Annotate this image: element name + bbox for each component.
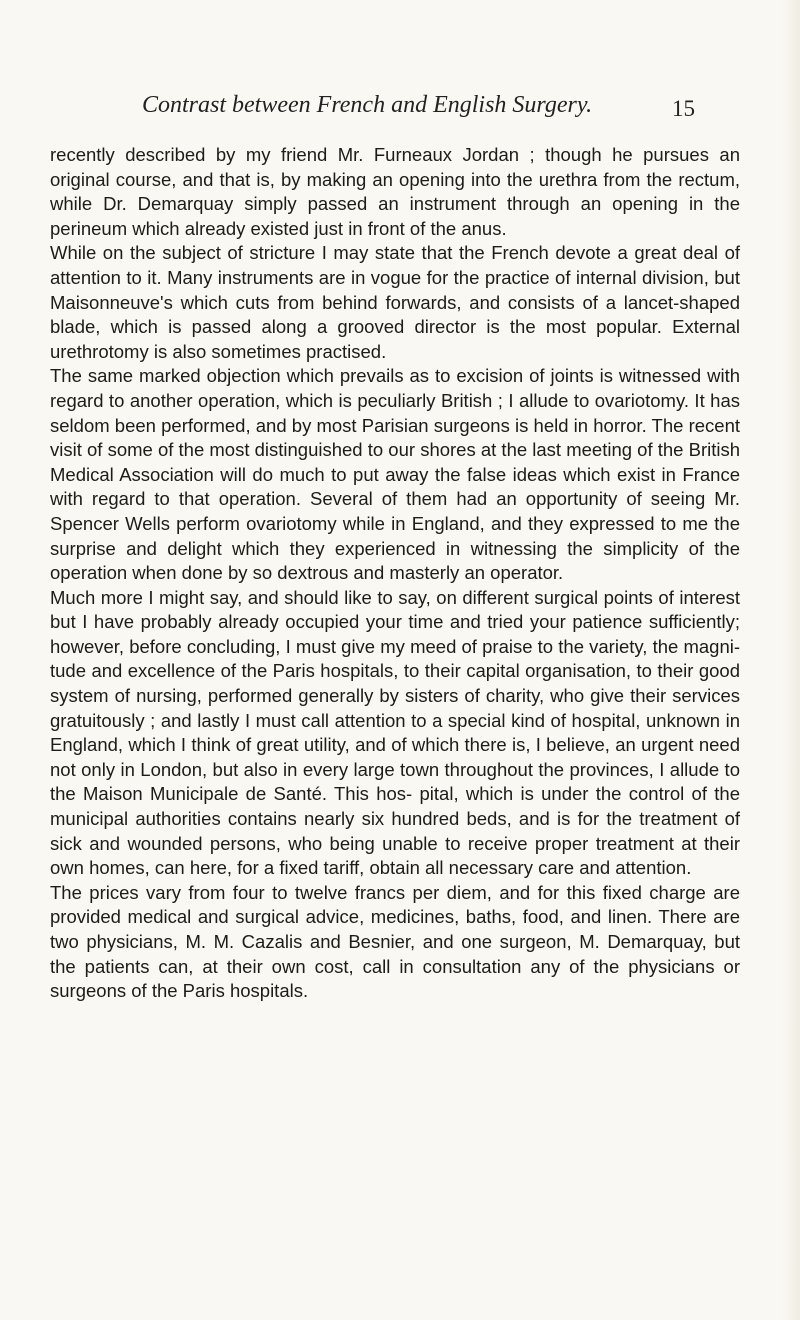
paragraph: recently described by my friend Mr. Furneaux Jordan ; though he pursues an original course, and that is, by making an opening into the urethra from the rectum, while Dr. Demarquay simply passed an instrument through an opening in the perineum which already existed just in front of the anus. bbox=[50, 144, 740, 239]
page-number: 15 bbox=[672, 96, 695, 121]
page-edge-shadow bbox=[782, 0, 800, 1320]
paragraph: Much more I might say, and should like to say, on different surgical points of interest but I have probably already occupied your time and tried your patience sufficiently; however, before concluding, I must give my meed of praise to the variety, the magni- tude and excellence of the Paris hospitals, to their capital organisation, to their good system of nursing, performed generally by sisters of charity, who give their services gratuitously ; and lastly I must call attention to a special kind of hospital, unknown in England, which I think of great utility, and of which there is, I believe, an urgent need not only in London, but also in every large town throughout the provinces, I allude to the Maison Municipale de Santé. This hos- pital, which is under the control of the municipal authorities contains nearly six hundred beds, and is for the treatment of sick and wounded persons, who being unable to receive proper treatment at their own homes, can here, for a fixed tariff, obtain all necessary care and attention. bbox=[50, 586, 740, 879]
paragraph: While on the subject of stricture I may state that the French devote a great deal of attention to it. Many instruments are in vogue for the practice of internal division, but Maisonneuve's which cuts from behind forwards, and consists of a lancet-shaped blade, which is passed along a grooved director is the most popular. External urethrotomy is also sometimes practised. bbox=[50, 242, 740, 362]
running-head: Contrast between French and English Surgery. bbox=[142, 92, 593, 118]
body-text bbox=[50, 143, 740, 1004]
paragraph: The same marked objection which prevails as to excision of joints is witnessed with regard to another operation, which is peculiarly British ; I allude to ovariotomy. It has seldom been performed, and by most Parisian surgeons is held in horror. The recent visit of some of the most distinguished to our shores at the last meeting of the British Medical Association will do much to put away the false ideas which exist in France with regard to that operation. Several of them had an opportunity of seeing Mr. Spencer Wells perform ovariotomy while in England, and they expressed to me the surprise and delight which they experienced in witnessing the simplicity of the operation when done by so dextrous and masterly an operator. bbox=[50, 365, 740, 584]
paragraph: The prices vary from four to twelve francs per diem, and for this fixed charge are provided medical and surgical advice, medicines, baths, food, and linen. There are two physicians, M. M. Cazalis and Besnier, and one surgeon, M. Demarquay, but the patients can, at their own cost, call in consultation any of the physicians or surgeons of the Paris hospitals. bbox=[50, 881, 740, 1002]
